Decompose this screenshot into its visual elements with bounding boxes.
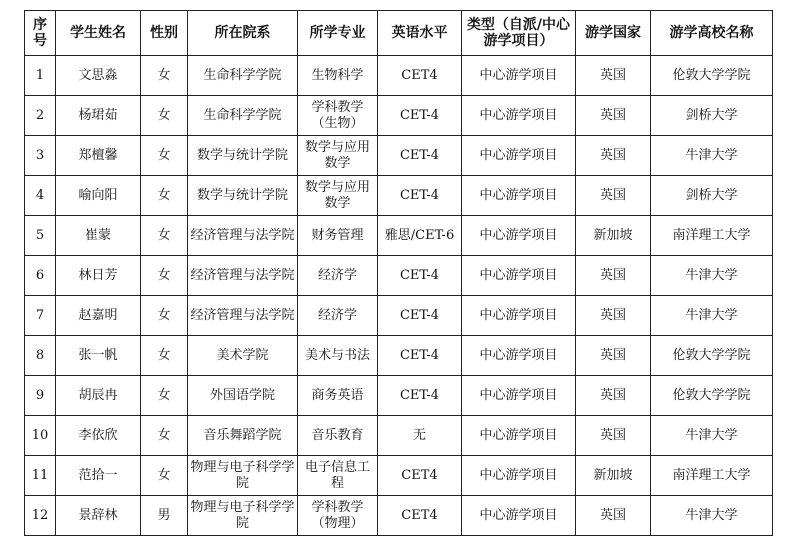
header-department: 所在院系 — [188, 11, 298, 56]
table-row — [25, 256, 773, 296]
header-university: 游学高校名称 — [651, 11, 773, 56]
cell-university: 剑桥大学 — [651, 176, 773, 216]
table-row — [25, 296, 773, 336]
cell-country: 英国 — [576, 56, 651, 96]
cell-program-type: 中心游学项目 — [462, 56, 576, 96]
cell-university: 牛津大学 — [651, 256, 773, 296]
cell-gender: 女 — [141, 216, 188, 256]
cell-university: 伦敦大学学院 — [651, 336, 773, 376]
cell-department: 生命科学学院 — [188, 96, 298, 136]
cell-program-type: 中心游学项目 — [462, 416, 576, 456]
student-study-abroad-table — [24, 10, 773, 536]
cell-major: 美术与书法 — [298, 336, 378, 376]
student-study-abroad-table-container — [24, 10, 773, 536]
cell-country: 英国 — [576, 136, 651, 176]
cell-country: 英国 — [576, 96, 651, 136]
cell-index: 10 — [25, 416, 56, 456]
cell-gender: 女 — [141, 456, 188, 496]
cell-english-level: CET-4 — [378, 336, 462, 376]
cell-gender: 女 — [141, 56, 188, 96]
cell-gender: 男 — [141, 496, 188, 536]
cell-major: 生物科学 — [298, 56, 378, 96]
cell-student-name: 郑檀馨 — [56, 136, 141, 176]
cell-department: 数学与统计学院 — [188, 176, 298, 216]
cell-program-type: 中心游学项目 — [462, 376, 576, 416]
cell-major: 商务英语 — [298, 376, 378, 416]
cell-english-level: CET-4 — [378, 136, 462, 176]
cell-program-type: 中心游学项目 — [462, 96, 576, 136]
cell-english-level: 无 — [378, 416, 462, 456]
cell-gender: 女 — [141, 256, 188, 296]
cell-major: 财务管理 — [298, 216, 378, 256]
cell-country: 英国 — [576, 376, 651, 416]
cell-department: 经济管理与法学院 — [188, 296, 298, 336]
cell-gender: 女 — [141, 336, 188, 376]
header-index: 序号 — [25, 11, 56, 56]
header-row — [25, 11, 773, 56]
cell-department: 物理与电子科学学院 — [188, 496, 298, 536]
cell-major: 电子信息工程 — [298, 456, 378, 496]
cell-english-level: CET4 — [378, 456, 462, 496]
cell-department: 数学与统计学院 — [188, 136, 298, 176]
cell-english-level: 雅思/CET-6 — [378, 216, 462, 256]
cell-index: 2 — [25, 96, 56, 136]
cell-gender: 女 — [141, 416, 188, 456]
cell-student-name: 张一帆 — [56, 336, 141, 376]
cell-gender: 女 — [141, 376, 188, 416]
cell-major: 音乐教育 — [298, 416, 378, 456]
cell-index: 11 — [25, 456, 56, 496]
cell-index: 12 — [25, 496, 56, 536]
cell-university: 牛津大学 — [651, 416, 773, 456]
table-row — [25, 96, 773, 136]
table-row — [25, 496, 773, 536]
cell-major: 经济学 — [298, 296, 378, 336]
cell-index: 7 — [25, 296, 56, 336]
cell-english-level: CET-4 — [378, 296, 462, 336]
cell-university: 剑桥大学 — [651, 96, 773, 136]
cell-program-type: 中心游学项目 — [462, 136, 576, 176]
cell-gender: 女 — [141, 176, 188, 216]
cell-university: 牛津大学 — [651, 496, 773, 536]
cell-index: 8 — [25, 336, 56, 376]
cell-index: 4 — [25, 176, 56, 216]
cell-country: 英国 — [576, 416, 651, 456]
table-row — [25, 416, 773, 456]
cell-english-level: CET-4 — [378, 96, 462, 136]
cell-index: 1 — [25, 56, 56, 96]
cell-major: 经济学 — [298, 256, 378, 296]
header-gender: 性别 — [141, 11, 188, 56]
cell-student-name: 赵嘉明 — [56, 296, 141, 336]
cell-gender: 女 — [141, 296, 188, 336]
cell-index: 6 — [25, 256, 56, 296]
cell-country: 新加坡 — [576, 216, 651, 256]
table-row — [25, 56, 773, 96]
cell-country: 英国 — [576, 496, 651, 536]
cell-program-type: 中心游学项目 — [462, 176, 576, 216]
table-row — [25, 216, 773, 256]
cell-university: 南洋理工大学 — [651, 456, 773, 496]
cell-major: 数学与应用数学 — [298, 136, 378, 176]
cell-country: 英国 — [576, 336, 651, 376]
header-major: 所学专业 — [298, 11, 378, 56]
cell-major: 数学与应用数学 — [298, 176, 378, 216]
cell-english-level: CET4 — [378, 496, 462, 536]
cell-country: 英国 — [576, 176, 651, 216]
cell-student-name: 喻向阳 — [56, 176, 141, 216]
header-country: 游学国家 — [576, 11, 651, 56]
table-row — [25, 136, 773, 176]
cell-student-name: 景辞林 — [56, 496, 141, 536]
cell-student-name: 崔蒙 — [56, 216, 141, 256]
cell-program-type: 中心游学项目 — [462, 296, 576, 336]
table-row — [25, 456, 773, 496]
cell-english-level: CET-4 — [378, 256, 462, 296]
header-english-level: 英语水平 — [378, 11, 462, 56]
cell-student-name: 林日芳 — [56, 256, 141, 296]
table-row — [25, 336, 773, 376]
cell-program-type: 中心游学项目 — [462, 336, 576, 376]
cell-student-name: 杨珺茹 — [56, 96, 141, 136]
cell-university: 南洋理工大学 — [651, 216, 773, 256]
cell-program-type: 中心游学项目 — [462, 456, 576, 496]
cell-student-name: 李依欣 — [56, 416, 141, 456]
cell-index: 5 — [25, 216, 56, 256]
table-body — [25, 56, 773, 536]
cell-program-type: 中心游学项目 — [462, 216, 576, 256]
cell-department: 生命科学学院 — [188, 56, 298, 96]
cell-student-name: 范拾一 — [56, 456, 141, 496]
cell-university: 牛津大学 — [651, 296, 773, 336]
table-row — [25, 176, 773, 216]
cell-country: 英国 — [576, 296, 651, 336]
cell-student-name: 胡辰冉 — [56, 376, 141, 416]
cell-department: 音乐舞蹈学院 — [188, 416, 298, 456]
cell-university: 伦敦大学学院 — [651, 376, 773, 416]
cell-department: 美术学院 — [188, 336, 298, 376]
cell-english-level: CET4 — [378, 56, 462, 96]
table-row — [25, 376, 773, 416]
header-program-type: 类型（自派/中心游学项目） — [462, 11, 576, 56]
cell-index: 9 — [25, 376, 56, 416]
cell-country: 新加坡 — [576, 456, 651, 496]
cell-department: 外国语学院 — [188, 376, 298, 416]
cell-english-level: CET-4 — [378, 176, 462, 216]
cell-student-name: 文思淼 — [56, 56, 141, 96]
cell-university: 牛津大学 — [651, 136, 773, 176]
cell-program-type: 中心游学项目 — [462, 256, 576, 296]
cell-gender: 女 — [141, 136, 188, 176]
cell-major: 学科教学（生物） — [298, 96, 378, 136]
cell-department: 经济管理与法学院 — [188, 256, 298, 296]
cell-program-type: 中心游学项目 — [462, 496, 576, 536]
cell-country: 英国 — [576, 256, 651, 296]
header-student-name: 学生姓名 — [56, 11, 141, 56]
cell-major: 学科教学（物理） — [298, 496, 378, 536]
cell-index: 3 — [25, 136, 56, 176]
cell-gender: 女 — [141, 96, 188, 136]
cell-english-level: CET-4 — [378, 376, 462, 416]
cell-university: 伦敦大学学院 — [651, 56, 773, 96]
cell-department: 物理与电子科学学院 — [188, 456, 298, 496]
cell-department: 经济管理与法学院 — [188, 216, 298, 256]
